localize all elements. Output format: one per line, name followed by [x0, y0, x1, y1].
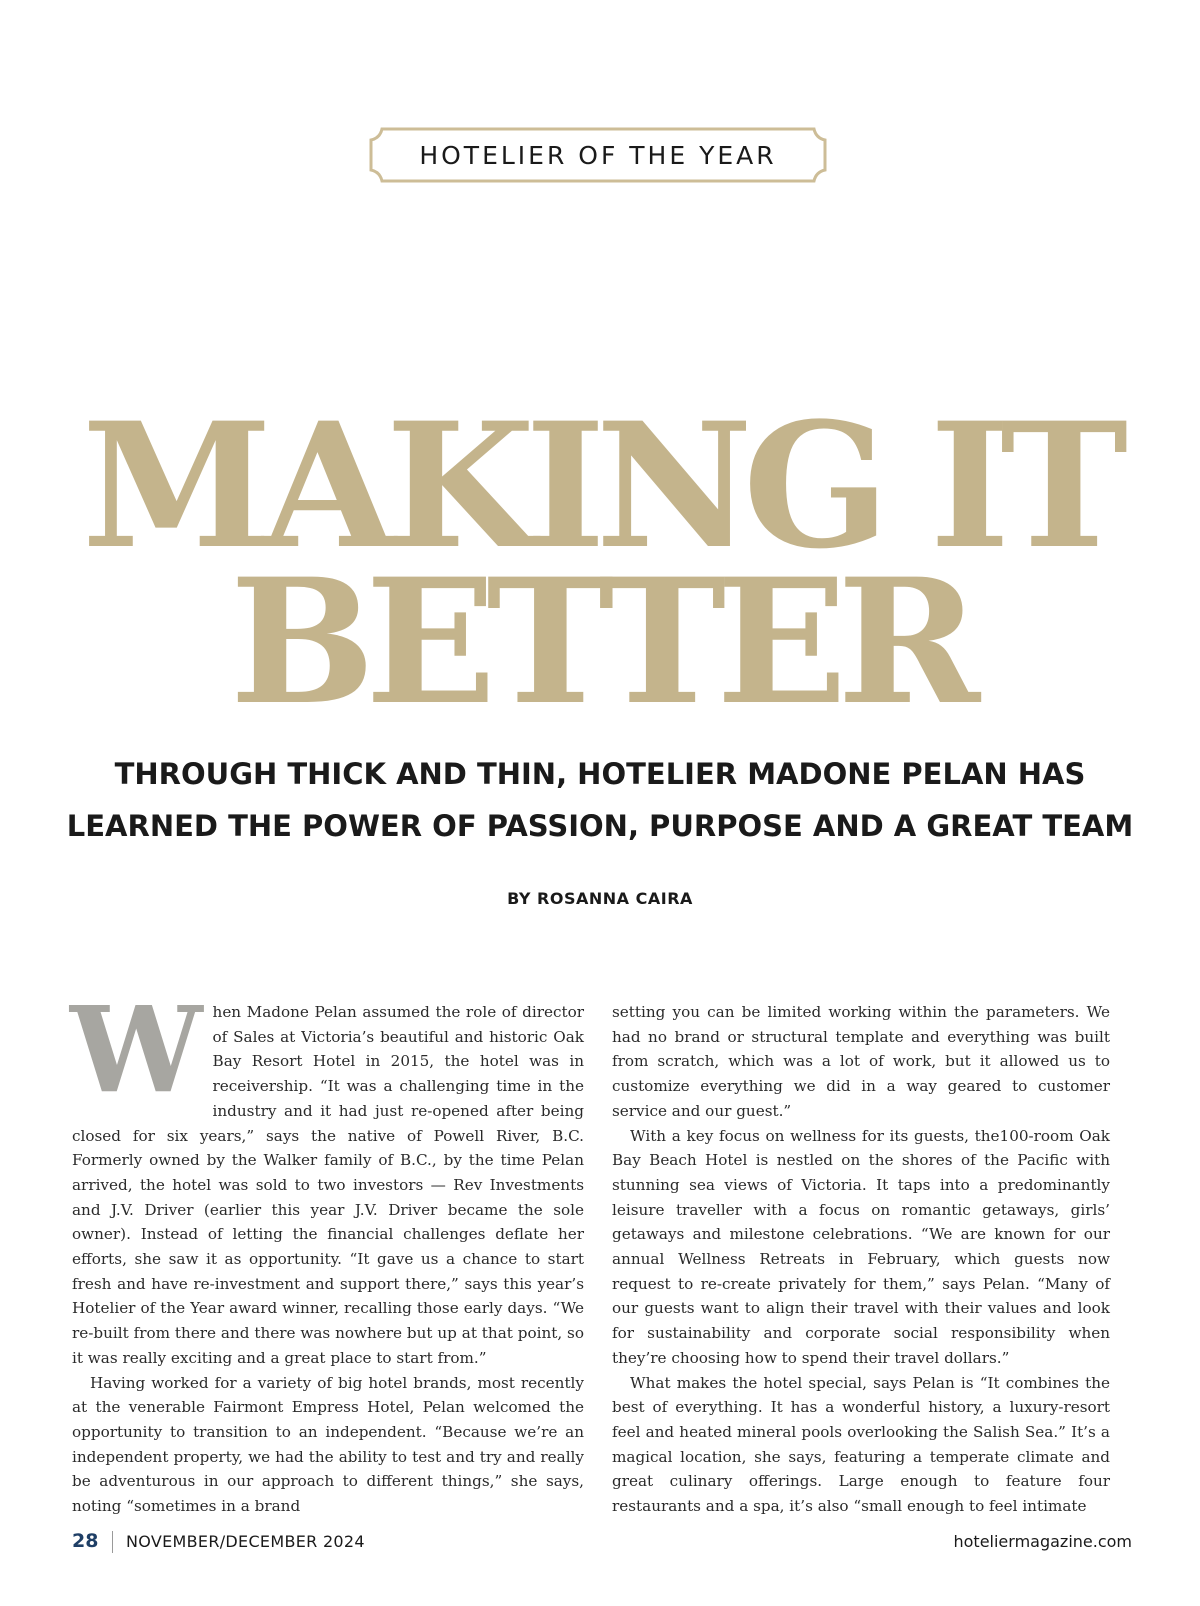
footer-divider [112, 1531, 113, 1553]
page-footer [72, 1530, 1132, 1560]
drop-cap: W [70, 980, 203, 1119]
paragraph: With a key focus on wellness for its guests, the100-room Oak Bay Beach Hotel is nestled on the shores of the Pacific with stunning sea views of Victoria. It taps into a predominantly leisure traveller with a focus on romantic getaways, girls’ getaways and milestone celebrations. “We are known for our annual Wellness Retreats in February, which guests now request to re-create privately for them,” says Pelan. “Many of our guests want to align their travel with their values and look for sustainability and corporate social responsibility when they’re choosing how to spend their travel dollars.” [612, 1126, 1110, 1367]
headline-line-2: BETTER [229, 540, 971, 743]
paragraph: setting you can be limited working within the parameters. We had no brand or structural template and everything was built from scratch, which was a lot of work, but it allowed us to customize everything we did in a way geared to customer service and our guest.” [612, 1003, 1110, 1120]
section-kicker-label: HOTELIER OF THE YEAR [419, 140, 777, 170]
page-number: 28 [72, 1530, 99, 1552]
issue-date: NOVEMBER/DECEMBER 2024 [126, 1532, 365, 1551]
headline-line-1: MAKING IT [81, 384, 1119, 587]
paragraph: hen Madone Pelan assumed the role of director of Sales at Victoria’s beautiful and historic Oak Bay Resort Hotel in 2015, the hotel was in receivership. “It was a challenging time in the industry and it had just re-opened after being closed for six years,” says the native of Powell River, B.C. Formerly owned by the Walker family of B.C., by the time Pelan arrived, the hotel was sold to two investors — Rev Investments and J.V. Driver (earlier this year J.V. Driver became the sole owner). Instead of letting the financial challenges deflate her efforts, she saw it as opportunity. “It gave us a chance to start fresh and have re-investment and support there,” says this year’s Hotelier of the Year award winner, recalling those early days. “We re-built from there and there was nowhere but up at that point, so it was really exciting and a great place to start from.” [72, 1003, 584, 1367]
section-kicker [368, 126, 828, 184]
article-column-right [612, 1000, 1110, 1519]
byline: BY ROSANNA CAIRA [507, 889, 693, 908]
article-column-left [70, 980, 584, 1519]
website-url: hoteliermagazine.com [953, 1532, 1132, 1551]
deck-line-1: THROUGH THICK AND THIN, HOTELIER MADONE PELAN HAS [114, 757, 1086, 791]
deck-line-2: LEARNED THE POWER OF PASSION, PURPOSE AND A GREAT TEAM [66, 809, 1134, 843]
paragraph: Having worked for a variety of big hotel brands, most recently at the venerable Fairmont Empress Hotel, Pelan welcomed the opportunity to transition to an independent. “Because we’re an independent property, we had the ability to test and try and really be adventurous in our approach to different things,” she says, noting “sometimes in a brand [72, 1373, 584, 1516]
paragraph: What makes the hotel special, says Pelan is “It combines the best of everything. It has a wonderful history, a luxury-resort feel and heated mineral pools overlooking the Salish Sea.” It’s a magical location, she says, featuring a temperate climate and great culinary offerings. Large enough to feature four restaurants and a spa, it’s also “small enough to feel intimate [612, 1373, 1110, 1516]
